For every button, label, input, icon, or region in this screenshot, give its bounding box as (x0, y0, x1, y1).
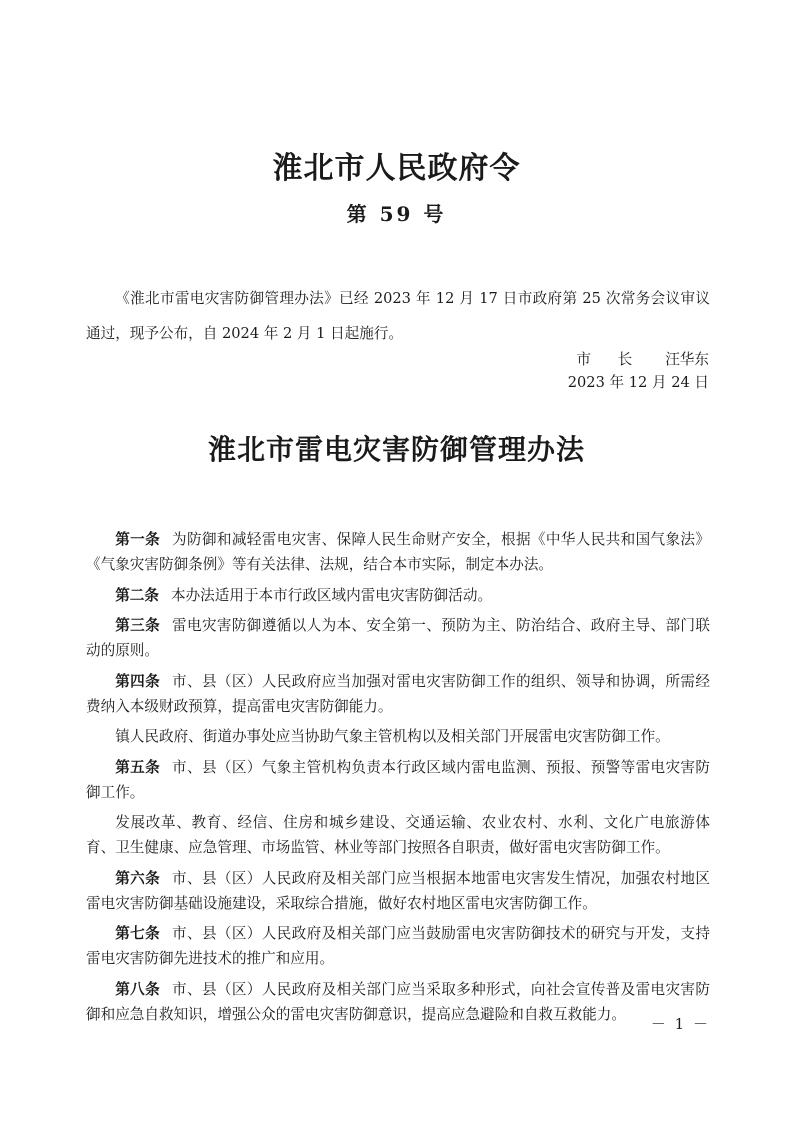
article-paragraph (86, 527, 710, 577)
article-label: 第八条 (115, 980, 161, 998)
article-paragraph (86, 921, 710, 971)
article-paragraph (86, 724, 710, 749)
article-label: 第七条 (115, 925, 161, 942)
article-label: 第六条 (115, 869, 161, 887)
article-text: 市、县（区）人民政府及相关部门应当根据本地雷电灾害发生情况，加强农村地区雷电灾害防御基础设施建设，采取综合措施，做好农村地区雷电灾害防御工作。 (86, 869, 710, 912)
decree-title: 淮北市人民政府令 (272, 151, 521, 186)
article-text: 市、县（区）气象主管机构负责本行政区域内雷电监测、预报、预警等雷电灾害防御工作。 (86, 758, 710, 801)
signature-mayor (0, 348, 709, 369)
article-label: 第四条 (115, 672, 161, 690)
article-text: 发展改革、教育、经信、住房和城乡建设、交通运输、农业农村、水利、文化广电旅游体育、卫生健康、应急管理、市场监管、林业等部门按照各自职责，做好雷电灾害防御工作。 (86, 814, 710, 856)
article-text: 镇人民政府、街道办事处应当协助气象主管机构以及相关部门开展雷电灾害防御工作。 (115, 728, 670, 745)
signature-role: 市 长 (576, 351, 644, 368)
law-title: 淮北市雷电灾害防御管理办法 (207, 433, 585, 466)
article-text: 本办法适用于本市行政区域内雷电灾害防御活动。 (170, 586, 493, 604)
article-text: 市、县（区）人民政府及相关部门应当鼓励雷电灾害防御技术的研究与开发，支持雷电灾害防御先进技术的推广和应用。 (86, 925, 710, 967)
article-text: 市、县（区）人民政府应当加强对雷电灾害防御工作的组织、领导和协调，所需经费纳入本级财政预算，提高雷电灾害防御能力。 (86, 672, 710, 715)
article-text: 雷电灾害防御遵循以人为本、安全第一、预防为主、防治结合、政府主导、部门联动的原则。 (86, 617, 710, 659)
article-paragraph (86, 583, 710, 608)
signature-name: 汪华东 (665, 351, 709, 368)
article-label: 第五条 (115, 758, 161, 776)
article-label: 第一条 (115, 531, 161, 548)
signature-date: 2023 年 12 月 24 日 (567, 374, 709, 391)
article-paragraph (86, 977, 710, 1027)
article-label: 第三条 (115, 617, 161, 634)
page-number: － 1 － (650, 1015, 710, 1033)
decree-number: 第 59 号 (346, 202, 447, 226)
articles-body (86, 527, 710, 1032)
article-paragraph (86, 755, 710, 805)
article-text: 为防御和减轻雷电灾害、保障人民生命财产安全，根据《中华人民共和国气象法》《气象灾害防御条例》等有关法律、法规，结合本市实际，制定本办法。 (86, 531, 710, 573)
article-paragraph (86, 866, 710, 916)
article-paragraph (86, 669, 710, 719)
article-paragraph (86, 810, 710, 860)
article-paragraph (86, 613, 710, 663)
article-label: 第二条 (115, 586, 159, 604)
article-text: 市、县（区）人民政府及相关部门应当采取多种形式，向社会宣传普及雷电灾害防御和应急自救知识，增强公众的雷电灾害防御意识，提高应急避险和自救互救能力。 (86, 980, 710, 1023)
promulgation-text: 《淮北市雷电灾害防御管理办法》已经 2023 年 12 月 17 日市政府第 25 次常务会议审议通过，现予公布，自 2024 年 2 月 1 日起施行。 (86, 290, 710, 342)
